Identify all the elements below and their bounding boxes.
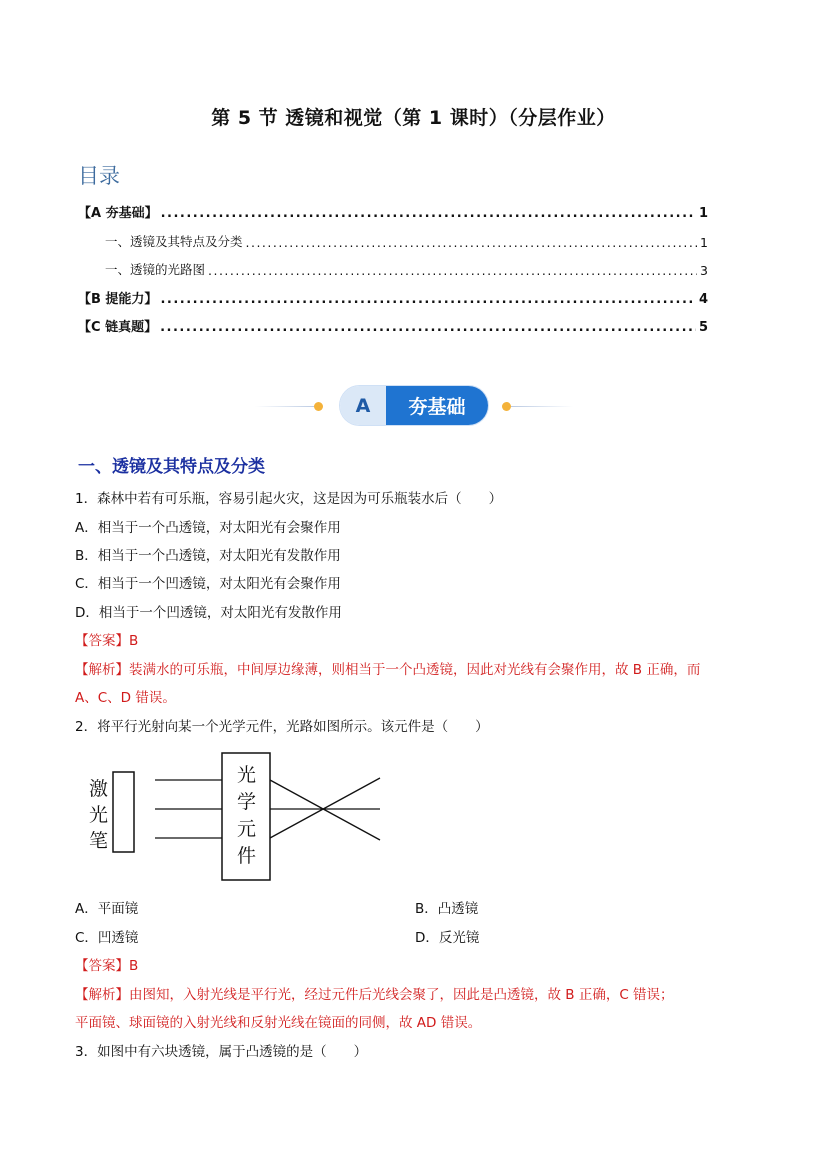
q2-answer: 【答案】B [75,958,139,974]
element-label-char-2: 学 [237,791,257,813]
page-title: 第 5 节 透镜和视觉（第 1 课时）（分层作业） [211,107,616,129]
optical-element-diagram [80,750,390,885]
toc-entry-c[interactable] [78,317,708,335]
banner-dot-right [502,402,511,411]
q1-stem: 1．森林中若有可乐瓶，容易引起火灾，这是因为可乐瓶装水后（ ） [75,491,503,507]
q2-option-d: D．反光镜 [415,930,480,946]
banner-rule-right [511,406,573,407]
toc-entry-page: 5 [698,320,708,335]
toc-entry-a[interactable] [78,203,708,221]
toc-entry-label: 一、透镜及其特点及分类 [105,234,243,249]
toc-leader [160,292,696,307]
q1-option-a: A．相当于一个凸透镜，对太阳光有会聚作用 [75,520,341,536]
banner-text: 夯基础 [386,386,488,425]
refracted-ray-bottom [270,778,380,838]
toc-leader [161,206,696,221]
q1-analysis-line2: A、C、D 错误。 [75,690,176,706]
q2-analysis-line1: 【解析】由图知，入射光线是平行光，经过元件后光线会聚了，因此是凸透镜，故 B 正确，C 错误； [75,987,674,1003]
toc-entry-label: 【B 提能力】 [78,292,158,307]
q1-analysis-line1: 【解析】装满水的可乐瓶，中间厚边缘薄，则相当于一个凸透镜，因此对光线有会聚作用，故 B 正确，而 [75,662,701,678]
toc-entry-page: 3 [700,263,708,278]
q2-option-c: C．凹透镜 [75,930,139,946]
q1-option-d: D．相当于一个凹透镜，对太阳光有发散作用 [75,605,342,621]
banner-dot-left [314,402,323,411]
toc-leader [246,235,697,250]
toc-entry-label: 【A 夯基础】 [78,206,158,221]
toc-entry-page: 4 [698,292,708,307]
section-heading: 一、透镜及其特点及分类 [78,457,265,477]
toc-entry-lens-ray[interactable] [105,260,708,278]
toc-leader [160,320,696,335]
q2-analysis-line2: 平面镜、球面镜的入射光线和反射光线在镜面的同侧，故 AD 错误。 [75,1015,482,1031]
laser-label-char-3: 笔 [89,830,109,852]
q2-stem: 2．将平行光射向某一个光学元件，光路如图所示。该元件是（ ） [75,719,489,735]
toc-entry-label: 一、透镜的光路图 [105,262,206,277]
q1-option-c: C．相当于一个凹透镜，对太阳光有会聚作用 [75,576,341,592]
q2-option-a: A．平面镜 [75,901,139,917]
toc-leader [208,263,697,278]
toc-entry-lens-types[interactable] [105,232,708,250]
element-label-char-4: 件 [237,845,257,867]
banner-rule-left [255,406,317,407]
toc-entry-label: 【C 链真题】 [78,320,158,335]
laser-label-char-1: 激 [89,778,109,800]
toc-entry-page: 1 [700,235,708,250]
q1-option-b: B．相当于一个凸透镜，对太阳光有发散作用 [75,548,341,564]
q1-answer: 【答案】B [75,633,139,649]
laser-label-char-2: 光 [89,804,109,826]
section-banner [340,386,488,425]
toc-heading: 目录 [78,164,120,188]
element-label-char-3: 元 [237,818,257,840]
laser-pen-box [113,772,134,852]
q2-option-b: B．凸透镜 [415,901,479,917]
refracted-ray-top [270,780,380,840]
banner-letter: A [340,386,386,425]
toc-entry-b[interactable] [78,289,708,307]
element-label-char-1: 光 [237,764,257,786]
q3-stem: 3．如图中有六块透镜，属于凸透镜的是（ ） [75,1044,368,1060]
toc-entry-page: 1 [698,206,708,221]
